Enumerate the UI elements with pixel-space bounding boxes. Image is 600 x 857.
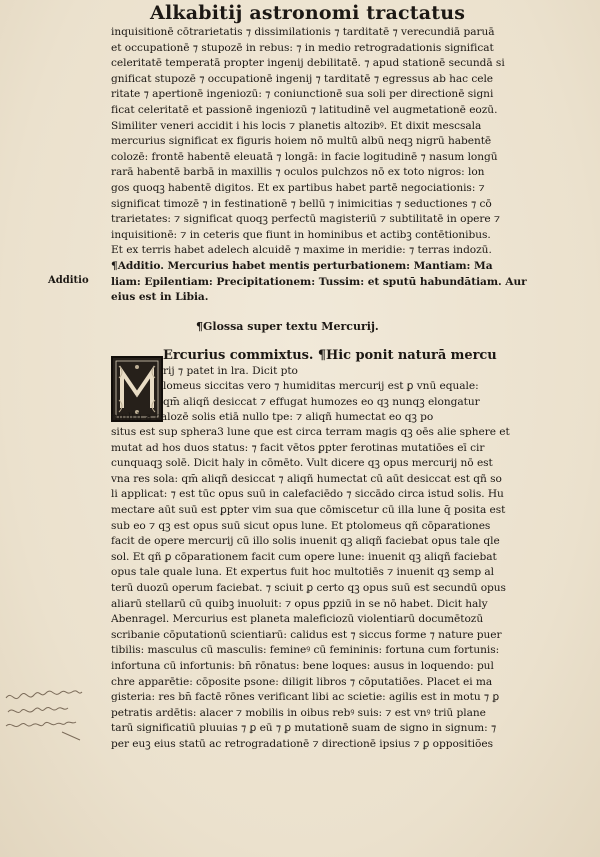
gloss-line: sol. Et qñ ꝑ cōparationem facit cum opere lune: inuenit qꝫ aliqñ faciebat: [111, 550, 497, 563]
text-line: gnificat stupozē ⁊ occupationē ingenij ⁊ tarditatē ⁊ egressus ab hac cele: [111, 72, 494, 85]
gloss-line: scribanie cōputationū scientiarū: calidus est ⁊ siccus forme ⁊ nature puer: [111, 628, 502, 641]
text-line: Et ex terris habet adelech alcuidē ⁊ maxime in meridie: ⁊ terras indozū.: [111, 244, 492, 257]
text-line: mercurius significat ex figuris hoiem nō multū albū neqꝫ nigrū habentē: [111, 135, 492, 148]
text-line: inquisitionē: ⁊ in ceteris que fiunt in hominibus et actibꝫ contētionibus.: [111, 228, 491, 241]
gloss-line: tarū significatiū pluuias ⁊ ꝑ eū ⁊ ꝑ mutationē suam de signo in signum: ⁊: [111, 722, 497, 735]
additio-line: liam: Epilentiam: Precipitationem: Tussim: et sputū habundātiam. Aur: [111, 275, 527, 288]
gloss-line: li applicat: ⁊ est tūc opus suū in calefaciēdo ⁊ siccādo circa istud solis. Hu: [111, 488, 504, 501]
gloss-line: chre apparētie: cōposite psone: diligit libros ⁊ cōputatiōes. Placet ei ma: [111, 675, 493, 688]
gloss-side-block: [111, 348, 567, 426]
gloss-line: qm̄ aliqñ desiccat ⁊ effugat humozes eo qꝫ nunqꝫ elongatur: [163, 395, 480, 408]
text-line: ficat celeritatē et passionē ingeniozū ⁊ latitudinē vel augmetationē eozū.: [111, 103, 498, 116]
gloss-line: aliarū stellarū cū quibꝫ inuoluit: ⁊ opus ꝑpziū in se nō habet. Dicit haly: [111, 597, 488, 610]
initial-letter: M: [136, 396, 138, 397]
text-line: et occupationē ⁊ stupozē in rebus: ⁊ in medio retrogradationis significat: [111, 41, 494, 54]
gloss-line: petratis ardētis: alacer ⁊ mobilis in oibus rebꝰ suis: ⁊ est vnꝰ triū plane: [111, 706, 486, 719]
gloss-full-block: [111, 425, 567, 752]
gloss-line: Ercurius commixtus. ¶Hic ponit naturā mercu: [163, 348, 497, 363]
gloss-line: rij ⁊ patet in lra. Dicit pto: [163, 364, 298, 377]
gloss-line: gisteria: res bn̄ factē rōnes verificant libi ac scietie: agilis est in motu ⁊ ꝑ: [111, 691, 500, 704]
gloss-line: vna res sola: qm̄ aliqñ desiccat ⁊ aliqñ humectat cū aūt desiccat est qñ so: [111, 472, 502, 485]
gloss-line: sub eo ⁊ qꝫ est opus suū sicut opus lune. Et ptolomeus qñ cōparationes: [111, 519, 491, 532]
text-line: Similiter veneri accidit i his locis ⁊ planetis altozibꝰ. Et dixit mescsala: [111, 119, 482, 132]
text-line: colozē: frontē habentē eleuatā ⁊ longā: in facie logitudinē ⁊ nasum longū: [111, 150, 498, 163]
gloss-line: lomeus siccitas vero ⁊ humiditas mercurij est ꝑ vnū equale:: [163, 380, 479, 393]
gloss-line: tibilis: masculus cū masculis: femineꝰ cū femininis: fortuna cum fortunis:: [111, 644, 500, 657]
text-line: trarietates: ⁊ significat quoqꝫ perfectū magisteriū ⁊ subtilitatē in opere ⁊: [111, 213, 500, 226]
gloss-line: per euꝫ eius statū ac retrogradationē ⁊ directionē ipsius ⁊ ꝑ oppositiões: [111, 737, 493, 750]
gloss-line: opus tale quale luna. Et expertus fuit hoc multotiēs ⁊ inuenit qꝫ semp al: [111, 566, 494, 579]
gloss-line: mectare aūt suū est ꝑpter vim sua que cōmiscetur cū illa lune q̄ posita est: [111, 503, 506, 516]
additio-line: eius est in Libia.: [111, 291, 209, 304]
paragraph-mark: ¶: [111, 259, 118, 272]
gloss-line: Abenragel. Mercurius est planeta maleficiozū violentiarū documētozū: [111, 613, 484, 626]
handwritten-marginal-note: [2, 688, 94, 744]
gloss-line: facit de opere mercurij cū illo solis inuenit qꝫ aliqñ faciebat opus tale qle: [111, 535, 500, 548]
gloss-line: multū a calozē solis etiā nullo tpe: ⁊ aliqñ humectat eo qꝫ po: [111, 411, 434, 424]
text-line: ritate ⁊ apertionē ingeniozū: ⁊ coniunctionē sua soli per directionē signi: [111, 88, 494, 101]
gloss-line: situs est sup sphera3 lune que est circa terram magis qꝫ oēs alie sphere et: [111, 426, 510, 438]
running-title: Alkabitij astronomi tractatus: [150, 2, 466, 24]
main-text-block: [111, 25, 567, 306]
text-line: celeritatē temperatā propter ingenij debilitatē. ⁊ apud stationē secundā si: [111, 57, 505, 70]
additio-line: [111, 259, 567, 275]
additio-text: Additio. Mercurius habet mentis perturbationem: Mantiam: Ma: [117, 259, 493, 272]
gloss-line: cunquaqꝫ solē. Dicit haly in cōmēto. Vult dicere qꝫ opus mercurij nō est: [111, 457, 493, 470]
gloss-line: mutat ad hos duos status: ⁊ facit vētos ꝑpter ferotinas mutatiōes eī cir: [111, 441, 485, 454]
text-line: gos quoqꝫ habentē digitos. Et ex partibus habet partē negociationis: ⁊: [111, 181, 485, 194]
gloss-line: infortuna cū infortunis: bn̄ rōnatus: bene loques: ausus in loquendo: pul: [111, 659, 494, 672]
gloss-line: terū duozū operum faciebat. ⁊ sciuit ꝑ certo qꝫ opus suū est secundū opus: [111, 581, 506, 594]
text-line: inquisitionē cōtrarietatis ⁊ dissimilationis ⁊ tarditatē ⁊ verecundiā paruā: [111, 26, 495, 38]
text-line: rarā habentē barbā in maxillis ⁊ oculos pulchzos nō ex toto nigros: lon: [111, 166, 485, 179]
text-line: significat timozē ⁊ in festinationē ⁊ bellū ⁊ inimicitias ⁊ seductiones ⁊ cō: [111, 197, 492, 210]
gloss-heading: ¶Glossa super textu Mercurij.: [196, 320, 379, 333]
margin-note-additio: Additio: [48, 275, 89, 286]
